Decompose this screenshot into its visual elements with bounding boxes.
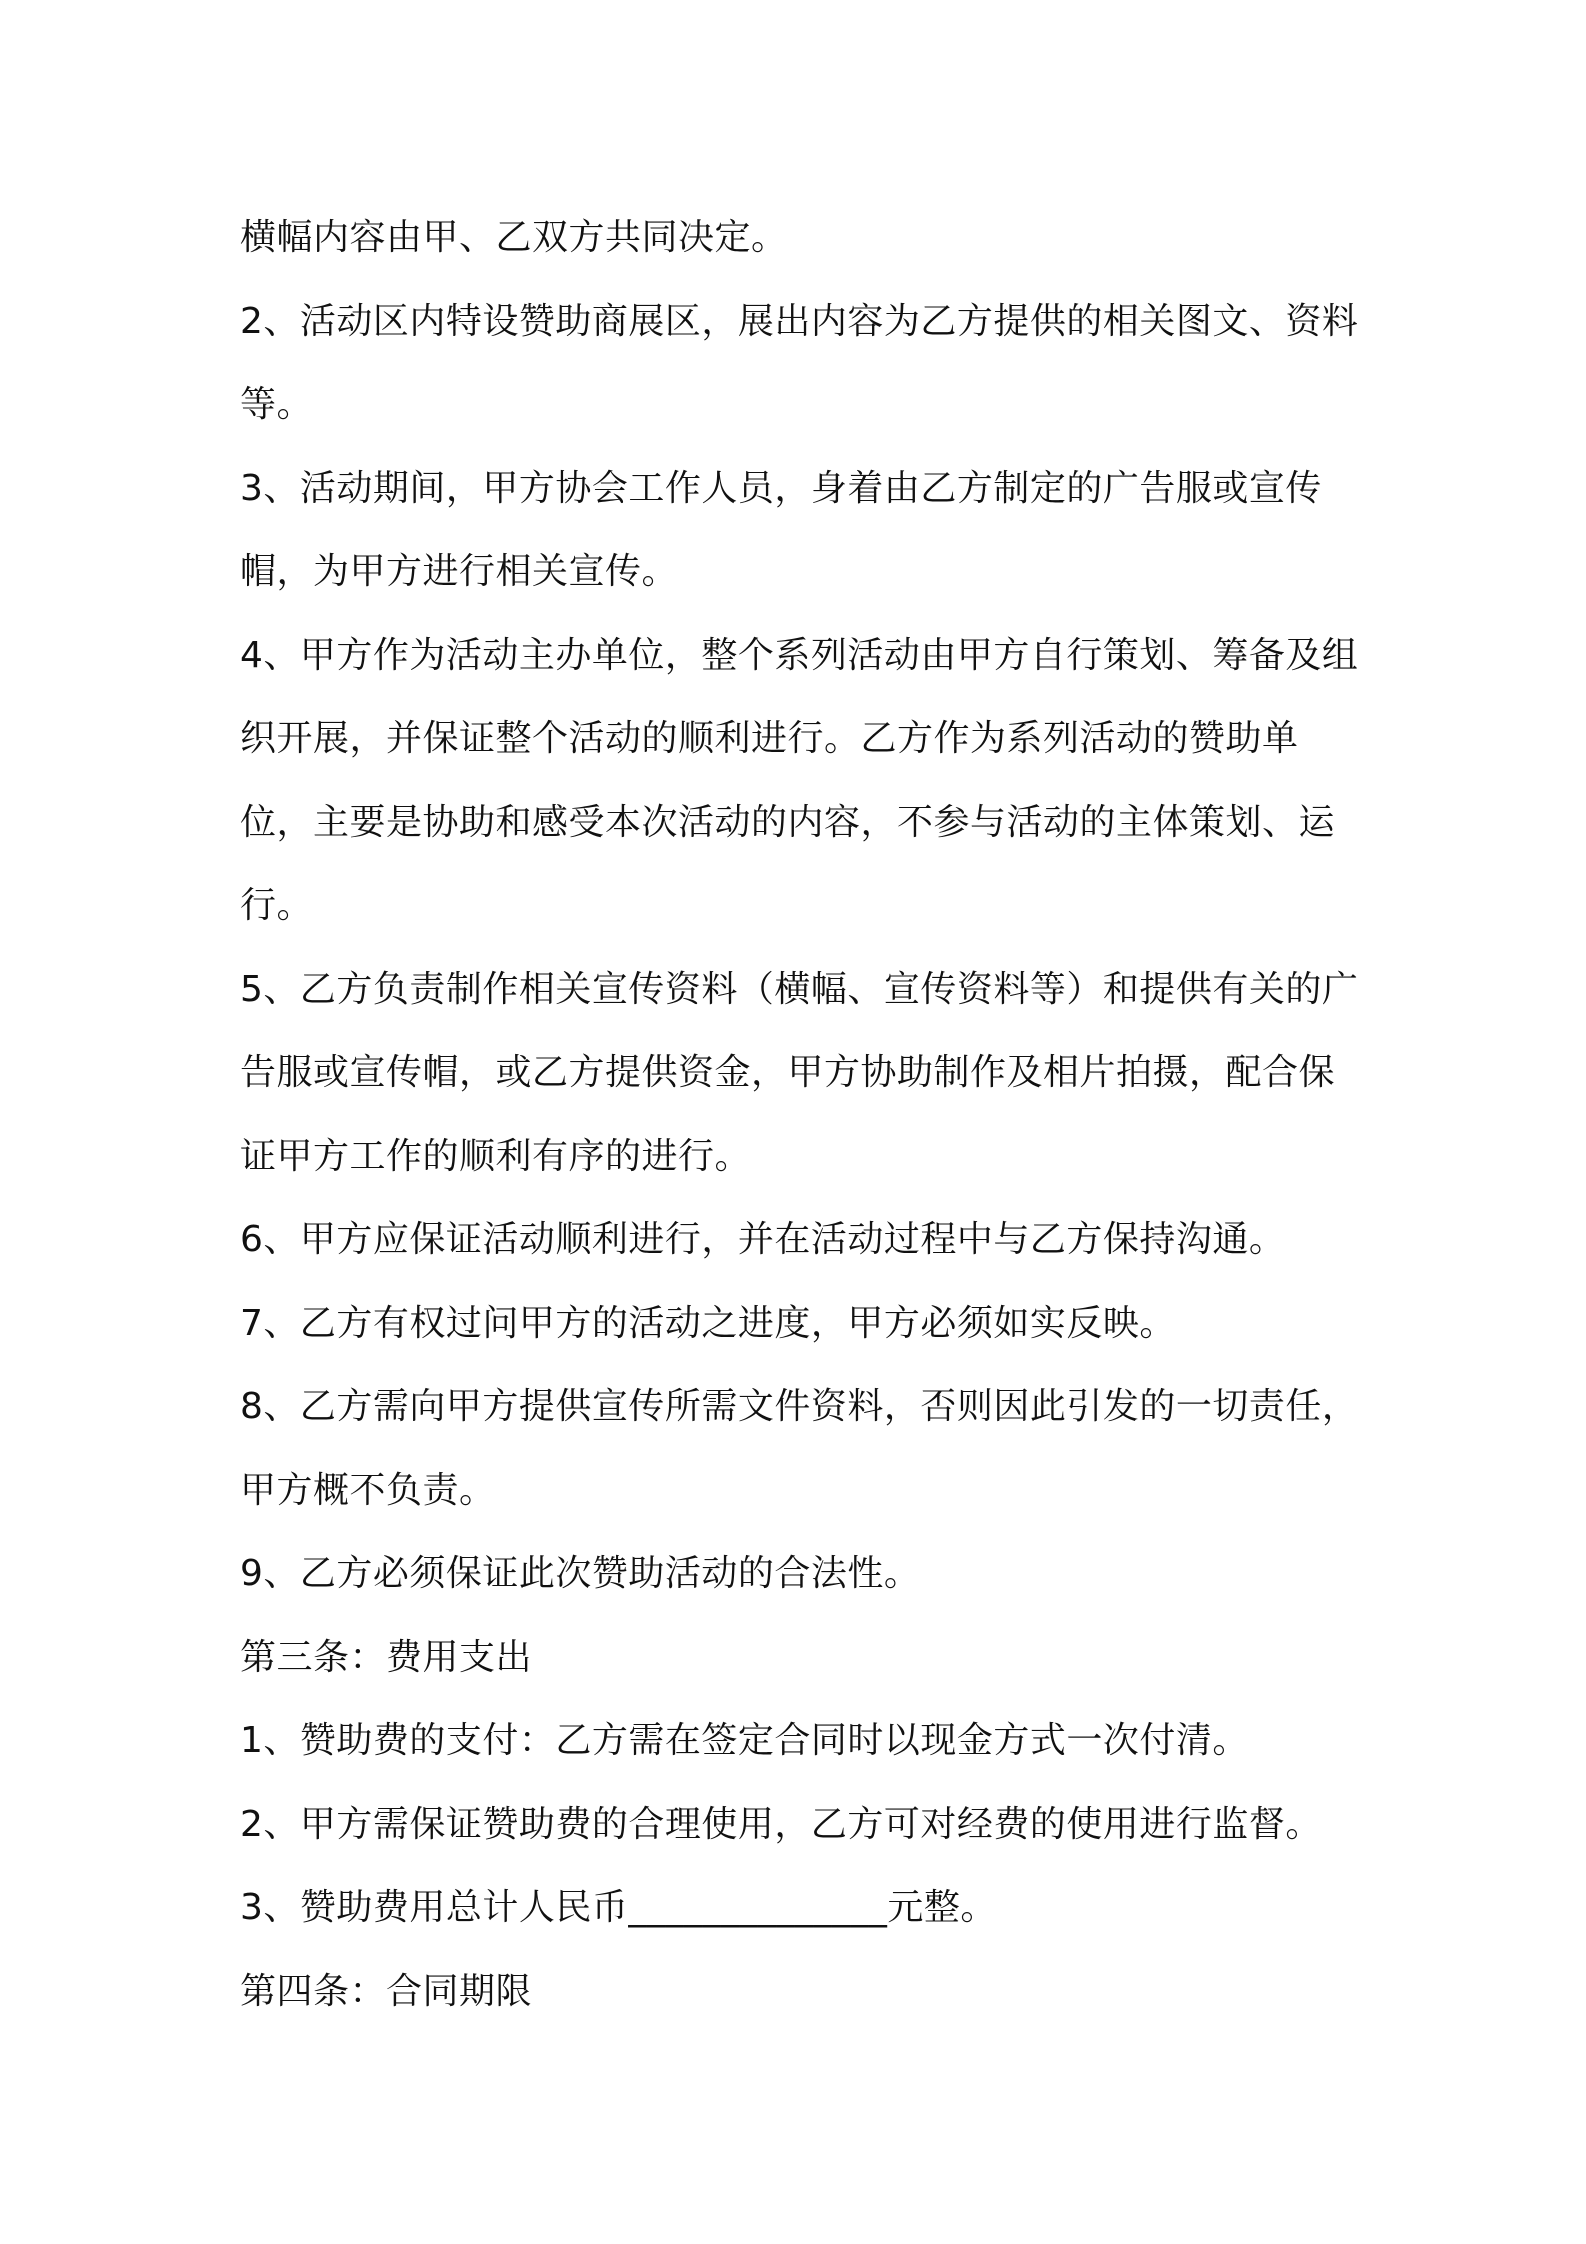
- document-body: [240, 196, 1370, 2033]
- paragraph-item-8: 8、乙方需向甲方提供宣传所需文件资料，否则因此引发的一切责任，甲方概不负责。: [240, 1386, 1359, 1511]
- paragraph-banner-content: 横幅内容由甲、乙双方共同决定。: [240, 217, 788, 258]
- paragraph-fee-item-3: 3、赞助费用总计人民币______________元整。: [240, 1887, 997, 1928]
- paragraph-item-4: 4、甲方作为活动主办单位，整个系列活动由甲方自行策划、筹备及组织开展，并保证整个活动的顺利进行。乙方作为系列活动的赞助单位，主要是协助和感受本次活动的内容，不参与活动的主体策划、运行。: [240, 634, 1359, 926]
- paragraph-item-3: 3、活动期间，甲方协会工作人员，身着由乙方制定的广告服或宣传帽，为甲方进行相关宣传。: [240, 467, 1322, 592]
- section-heading-article-4: 第四条：合同期限: [240, 1970, 533, 2012]
- paragraph-item-9: 9、乙方必须保证此次赞助活动的合法性。: [240, 1553, 921, 1594]
- paragraph-item-6: 6、甲方应保证活动顺利进行，并在活动过程中与乙方保持沟通。: [240, 1219, 1286, 1260]
- paragraph-item-7: 7、乙方有权过问甲方的活动之进度，甲方必须如实反映。: [240, 1302, 1176, 1344]
- paragraph-item-2: 2、活动区内特设赞助商展区，展出内容为乙方提供的相关图文、资料等。: [240, 300, 1359, 425]
- paragraph-fee-item-2: 2、甲方需保证赞助费的合理使用，乙方可对经费的使用进行监督。: [240, 1803, 1322, 1845]
- section-heading-article-3: 第三条：费用支出: [240, 1636, 533, 1678]
- paragraph-item-5: 5、乙方负责制作相关宣传资料（横幅、宣传资料等）和提供有关的广告服或宣传帽，或乙方提供资金，甲方协助制作及相片拍摄，配合保证甲方工作的顺利有序的进行。: [240, 968, 1359, 1177]
- paragraph-fee-item-1: 1、赞助费的支付：乙方需在签定合同时以现金方式一次付清。: [240, 1720, 1249, 1761]
